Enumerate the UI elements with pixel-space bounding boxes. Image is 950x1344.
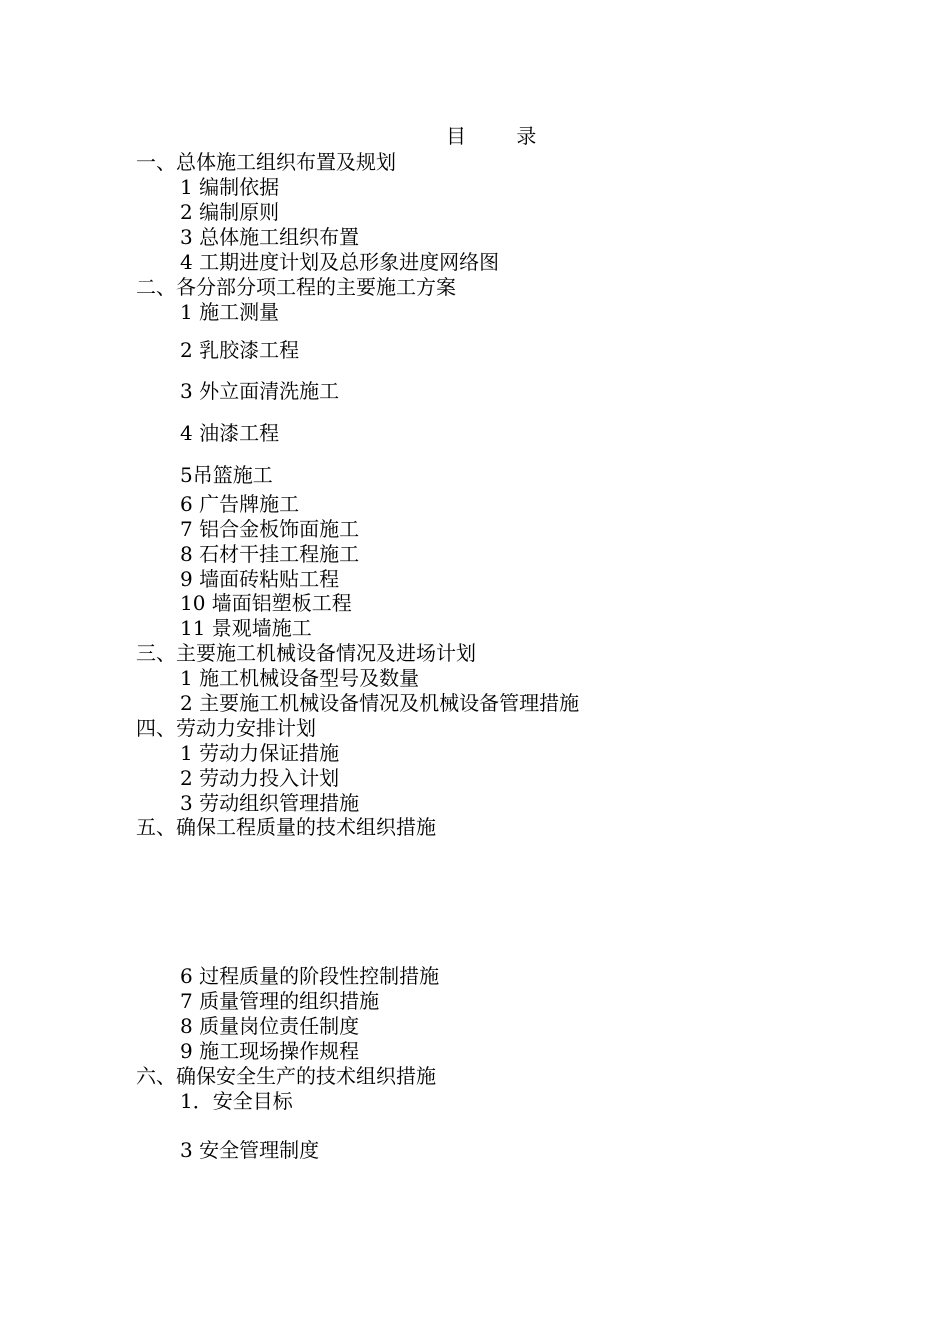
toc-entry: 4 油漆工程	[180, 421, 280, 445]
toc-entry: 6 广告牌施工	[180, 492, 300, 516]
toc-entry: 1 劳动力保证措施	[180, 741, 340, 765]
toc-heading-1: 一、总体施工组织布置及规划	[136, 150, 396, 174]
toc-entry: 4 工期进度计划及总形象进度网络图	[180, 250, 500, 274]
toc-entry: 7 铝合金板饰面施工	[180, 517, 360, 541]
toc-entry: 2 劳动力投入计划	[180, 766, 340, 790]
toc-entry: 1 施工测量	[180, 300, 280, 324]
toc-entry: 9 墙面砖粘贴工程	[180, 567, 340, 591]
toc-entry: 3 外立面清洗施工	[180, 379, 340, 403]
toc-entry: 6 过程质量的阶段性控制措施	[180, 964, 440, 988]
toc-entry: 2 主要施工机械设备情况及机械设备管理措施	[180, 691, 580, 715]
toc-heading-2: 二、各分部分项工程的主要施工方案	[136, 275, 456, 299]
toc-entry: 7 质量管理的组织措施	[180, 989, 380, 1013]
toc-entry: 2 乳胶漆工程	[180, 338, 300, 362]
toc-entry: 1 编制依据	[180, 175, 280, 199]
toc-title: 目 录	[446, 124, 559, 148]
toc-entry: 8 质量岗位责任制度	[180, 1014, 360, 1038]
toc-entry: 2 编制原则	[180, 200, 280, 224]
toc-heading-5: 五、确保工程质量的技术组织措施	[136, 815, 436, 839]
toc-heading-4: 四、劳动力安排计划	[136, 716, 316, 740]
toc-entry: 3 劳动组织管理措施	[180, 791, 360, 815]
toc-entry: 8 石材干挂工程施工	[180, 542, 360, 566]
toc-entry: 1 施工机械设备型号及数量	[180, 666, 420, 690]
toc-entry: 9 施工现场操作规程	[180, 1039, 360, 1063]
toc-heading-3: 三、主要施工机械设备情况及进场计划	[136, 641, 476, 665]
toc-entry: 5吊篮施工	[180, 463, 273, 487]
toc-entry: 3 安全管理制度	[180, 1138, 320, 1162]
toc-entry: 11 景观墙施工	[180, 616, 312, 640]
toc-entry: 1．安全目标	[180, 1089, 293, 1113]
toc-entry: 3 总体施工组织布置	[180, 225, 360, 249]
toc-heading-6: 六、确保安全生产的技术组织措施	[136, 1064, 436, 1088]
toc-entry: 10 墙面铝塑板工程	[180, 591, 352, 615]
